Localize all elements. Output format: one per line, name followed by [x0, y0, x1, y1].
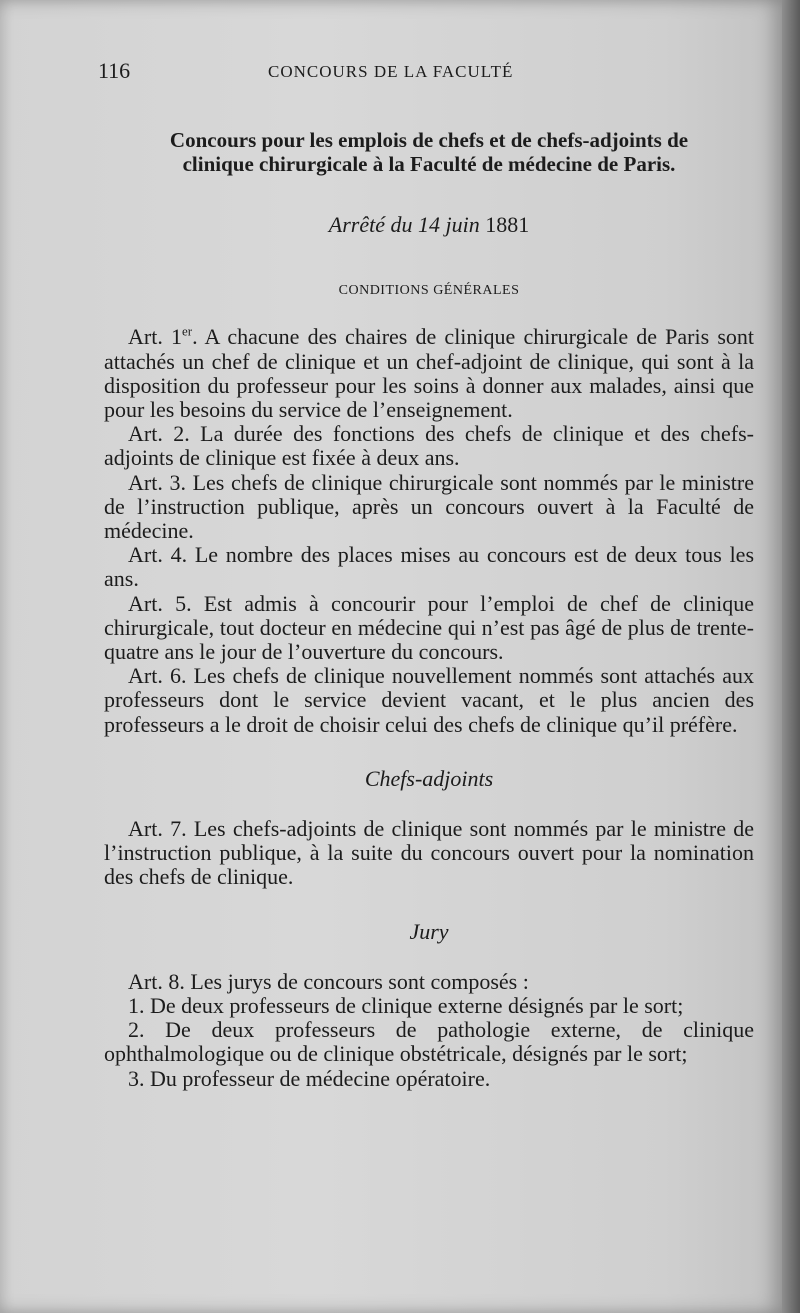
- article-text: Les chefs de clinique chirurgicale sont nommés par le ministre de l’instruction publique, après un concours ouvert à la Faculté de médecine.: [104, 469, 755, 544]
- article-5: [104, 592, 754, 665]
- article-1: [104, 325, 754, 422]
- article-text: . A chacune des chaires de clinique chirurgicale de Paris sont attachés un chef de clinique et un chef-adjoint de clinique, qui sont à la disposition du professeur pour les soins à donner aux malades, ainsi que pour les besoins du service de l’enseignement.: [104, 324, 755, 423]
- article-label: Art. 6.: [128, 663, 187, 689]
- article-label: Art. 4.: [128, 542, 188, 568]
- jury-item-1: 1. De deux professeurs de clinique externe désignés par le sort;: [128, 993, 684, 1019]
- page-title: [104, 128, 754, 176]
- article-sup: er: [181, 324, 193, 340]
- article-7: [104, 817, 754, 890]
- page-edge-shadow: [782, 0, 800, 1313]
- running-title: CONCOURS DE LA FACULTÉ: [268, 62, 514, 81]
- decree-date: [104, 213, 754, 237]
- article-6: [104, 664, 754, 737]
- article-label: Art. 2.: [128, 421, 190, 447]
- section-heading-jury: Jury: [409, 918, 449, 944]
- article-text: Est admis à concourir pour l’emploi de chef de clinique chirurgicale, tout docteur en médecine qui n’est pas âgé de plus de trente-quatre ans le jour de l’ouverture du concours.: [104, 590, 755, 665]
- article-2: [104, 422, 754, 470]
- title-line-1: Concours pour les emplois de chefs et de chefs-adjoints de: [169, 128, 689, 152]
- page-body: [104, 128, 754, 1091]
- article-label: Art. 3.: [128, 469, 186, 495]
- article-label: Art. 1: [128, 324, 182, 350]
- section-heading-conditions: CONDITIONS GÉNÉRALES: [338, 283, 520, 299]
- jury-item-3: 3. Du professeur de médecine opératoire.: [128, 1065, 491, 1091]
- article-3: [104, 471, 754, 544]
- article-label: Art. 5.: [128, 590, 192, 616]
- article-text: Les chefs-adjoints de clinique sont nommés par le ministre de l’instruction publique, à la suite du concours ouvert pour la nomination des chefs de clinique.: [104, 816, 754, 890]
- article-text: Le nombre des places mises au concours est de deux tous les ans.: [104, 542, 755, 592]
- article-text: La durée des fonctions des chefs de clinique et des chefs-adjoints de clinique est fixée à deux ans.: [104, 421, 754, 471]
- article-4: [104, 543, 754, 591]
- decree-year: 1881: [485, 212, 530, 237]
- article-label: Art. 7.: [128, 816, 187, 842]
- page-header: [98, 58, 738, 92]
- article-text: Les chefs de clinique nouvellement nommés sont attachés aux professeurs dont le service devient vacant, et le plus ancien des professeurs a le droit de choisir celui des chefs de clinique qu’il préfère.: [104, 663, 755, 737]
- article-label: Art. 8.: [128, 968, 185, 994]
- article-8: [104, 970, 754, 994]
- jury-item-2: 2. De deux professeurs de pathologie externe, de clinique ophthalmologique ou de clinique obstétricale, désignés par le sort;: [104, 1017, 754, 1067]
- article-text: Les jurys de concours sont composés :: [184, 968, 529, 994]
- decree-date-italic: Arrêté du 14 juin: [328, 212, 480, 237]
- section-heading-chefs-adjoints: Chefs-adjoints: [364, 765, 494, 791]
- page-number: 116: [98, 58, 131, 83]
- title-line-2: clinique chirurgicale à la Faculté de médecine de Paris.: [182, 152, 676, 176]
